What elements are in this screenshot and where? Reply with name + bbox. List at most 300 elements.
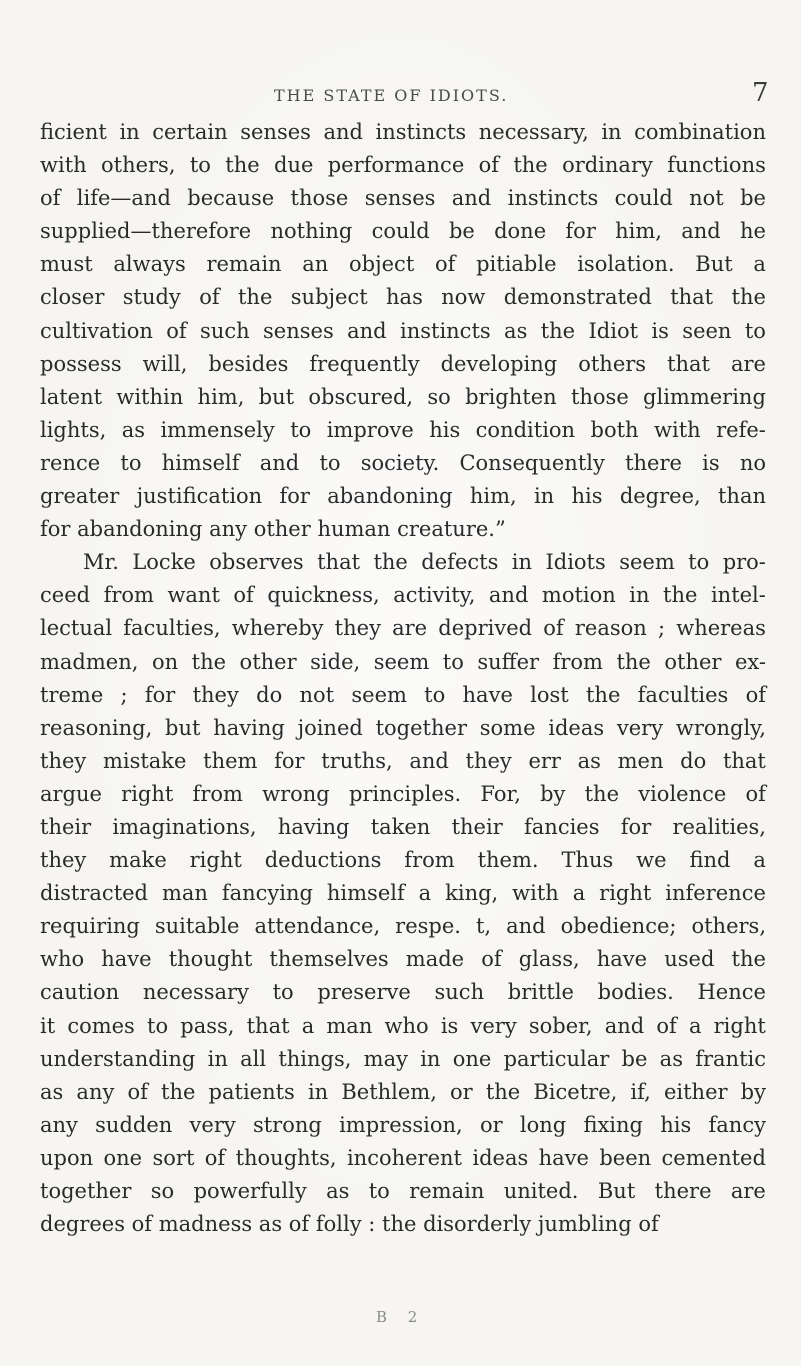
word: the [616,649,651,674]
word: has [386,285,423,310]
word: ideas [472,1145,529,1170]
word: an [302,252,329,277]
word: right [189,848,242,873]
word: are [392,616,428,641]
text-line [40,646,766,679]
word: for [565,219,596,244]
word: so [427,384,451,409]
word: from [404,848,455,873]
word: of [745,682,766,707]
word: incoherent [346,1145,462,1170]
word: from [552,649,603,674]
word: seem [373,649,430,674]
word: have [596,947,648,972]
word: very [189,1112,236,1137]
word: t, [475,914,492,939]
word: of [543,616,564,641]
word: of [478,153,499,178]
text-line: for abandoning any other human creature.” [40,517,506,542]
text-line [40,480,766,513]
word: to [744,318,766,343]
word: ex- [734,649,766,674]
word: himself [161,450,240,475]
word: glimmering [643,384,766,409]
word: strong [252,1112,322,1137]
word: others, [691,914,766,939]
word: ordinary [562,153,653,178]
word: side, [310,649,361,674]
word: to [272,980,294,1005]
word: with [654,417,701,442]
word: senses [364,186,436,211]
word: to [688,550,710,575]
word: understanding [40,1046,196,1071]
word: life—and [76,186,171,211]
word: closer [40,285,105,310]
word: they [334,616,381,641]
word: activity, [393,583,476,608]
word: improve [326,417,414,442]
word: thoughts, [235,1145,337,1170]
word: that [246,1013,290,1038]
word: do [680,748,707,773]
text-line [40,844,766,877]
word: brittle [507,980,574,1005]
word: the [663,583,698,608]
word: one [452,1046,492,1071]
word: latent [40,384,103,409]
word: Locke [132,550,196,575]
word: ; [657,616,666,641]
word: of [127,1079,148,1104]
word: lost [530,682,569,707]
word: as [659,1046,683,1071]
word: could [614,186,673,211]
word: Idiot [588,318,639,343]
word: Idiots [545,550,606,575]
word: inference [665,881,766,906]
word: not [689,186,724,211]
word: thought [168,947,253,972]
word: those [290,186,349,211]
word: suffer [477,649,540,674]
word: by [740,1079,766,1104]
word: be [448,219,475,244]
word: object [349,252,415,277]
word: remain [409,1179,485,1203]
word: from [192,781,243,806]
word: necessary [142,980,249,1005]
word: having [277,814,350,839]
word: besides [208,351,289,376]
word: violence [638,781,727,806]
word: they [40,748,87,773]
word: instincts [399,318,491,343]
text-line [40,1175,766,1208]
text-line [40,1010,766,1043]
word: ; [120,682,128,707]
word: used [664,947,715,972]
word: wrong [262,781,330,806]
word: refe- [716,417,766,442]
word: his [571,484,603,509]
word: them. [477,848,539,873]
word: argue [40,781,102,806]
text-line [40,877,766,910]
word: from [103,583,154,608]
word: together [375,715,467,740]
word: to [147,1013,169,1038]
word: in [601,120,622,144]
word: treme [40,682,104,707]
word: performance [327,153,465,178]
word: him, [197,384,245,409]
word: motion [541,583,616,608]
word: to [319,450,341,475]
word: instincts [507,186,599,211]
word: of [199,285,220,310]
word: either [663,1079,728,1104]
word: in [420,1046,441,1071]
word: fixing [583,1112,643,1137]
word: due [274,153,314,178]
word: fancy [708,1112,766,1137]
word: Hence [697,980,766,1005]
word: patients [208,1079,295,1104]
word: combination [634,120,766,144]
word: defects [421,550,499,575]
word: a [688,1013,702,1038]
word: sober, [528,1013,593,1038]
word: suitable [154,914,240,939]
word: all [240,1046,267,1071]
word: in [533,484,555,509]
word: comes [67,1013,135,1038]
text-line [40,778,766,811]
text-line: degrees of madness as of folly : the disorderly jumbling of [40,1212,659,1237]
word: themselves [269,947,389,972]
word: right [599,881,652,906]
word: or [479,1112,503,1137]
word: Thus [561,848,614,873]
text-line [40,1142,766,1175]
word: to [442,649,464,674]
word: right [713,1013,766,1038]
word: obscured, [308,384,414,409]
word: could [371,219,430,244]
word: we [636,848,667,873]
text-line [40,248,766,281]
word: sudden [95,1112,173,1137]
word: deprived [438,616,533,641]
word: other [239,649,297,674]
text-line [40,811,766,844]
word: and [323,120,363,144]
word: particular [503,1046,610,1071]
word: obedience; [560,914,677,939]
text-line [40,315,766,348]
word: fancies [524,814,600,839]
word: ceed [40,583,91,608]
word: within [116,384,184,409]
word: be [621,1046,648,1071]
text-line [40,182,766,215]
word: the [540,318,576,343]
word: mistake [102,748,187,773]
word: so [150,1179,175,1203]
word: any [76,1079,115,1104]
word: who [40,947,85,972]
word: but [165,715,201,740]
word: made [405,947,465,972]
word: a [753,252,766,277]
word: isolation. [577,252,675,277]
word: preserve [317,980,411,1005]
word: faculties [637,682,729,707]
word: the [731,285,766,310]
word: of [204,1145,226,1170]
word: his [660,1112,692,1137]
word: is [702,450,720,475]
word: as [504,318,528,343]
word: of [166,318,187,343]
word: very [616,715,664,740]
word: they [465,748,512,773]
word: respe. [395,914,461,939]
word: man [326,1013,373,1038]
word: those [570,384,629,409]
word: together [40,1179,132,1203]
word: taken [370,814,431,839]
word: imaginations, [112,814,257,839]
word: distracted [40,881,149,906]
word: ideas [548,715,605,740]
word: a [301,1013,315,1038]
word: one [103,1145,143,1170]
word: condition [475,417,576,442]
word: and [347,318,387,343]
text-line [40,381,766,414]
word: brighten [465,384,557,409]
running-head [0,78,801,110]
word: joined [297,715,363,740]
word: him, [469,484,517,509]
word: seem [619,550,675,575]
word: seem [351,682,407,707]
word: err [528,748,561,773]
word: nothing [270,219,353,244]
word: his [429,417,461,442]
word: been [599,1145,652,1170]
word: and [451,186,492,211]
word: and [681,219,721,244]
word: now [441,285,486,310]
text-line [40,679,766,712]
word: for [144,682,176,707]
word: But [597,1179,636,1203]
word: have [462,682,513,707]
word: and [409,748,449,773]
word: no [739,450,766,475]
word: as [577,748,601,773]
word: others [578,351,647,376]
word: want [167,583,220,608]
word: the [513,153,548,178]
word: very [470,1013,517,1038]
text-line [40,976,766,1009]
word: are [730,1179,766,1203]
word: than [717,484,766,509]
word: because [187,186,275,211]
word: Bethlem, [341,1079,437,1104]
word: lights, [40,417,107,442]
body-text [40,116,766,1241]
word: always [113,252,186,277]
word: study [122,285,181,310]
word: with [512,881,559,906]
word: others, [100,153,176,178]
word: degree, [619,484,701,509]
word: for [274,748,305,773]
word: there [654,1179,712,1203]
text-line [40,579,766,612]
word: both [590,417,639,442]
word: their [451,814,503,839]
word: have [538,1145,589,1170]
word: united. [503,1179,579,1203]
word: to [290,417,312,442]
word: such [434,980,485,1005]
word: their [40,814,92,839]
word: of [233,583,254,608]
word: right [121,781,174,806]
word: they [192,682,239,707]
word: other [664,649,722,674]
word: the [373,550,408,575]
word: supplied—therefore [40,219,252,244]
word: pass, [180,1013,235,1038]
word: instincts [375,120,467,144]
word: whereby [231,616,324,641]
word: in [511,550,533,575]
word: find [689,848,731,873]
word: it [40,1013,56,1038]
word: must [40,252,93,277]
word: of [434,252,456,277]
text-line [40,149,766,182]
word: Bicetre, [533,1079,618,1104]
word: impression, [339,1112,463,1137]
word: with [40,153,87,178]
word: for [620,814,652,839]
text-line [40,612,766,645]
word: the [225,153,260,178]
word: the [237,285,273,310]
text-line [40,447,766,480]
word: society. [360,450,440,475]
word: remain [206,252,282,277]
word: attendance, [254,914,381,939]
word: as [121,417,146,442]
text-line [40,1109,766,1142]
word: himself [326,881,405,906]
page-number: 7 [752,78,769,108]
word: and [506,914,546,939]
word: and [259,450,300,475]
word: who [384,1013,429,1038]
word: subject [290,285,368,310]
word: possess [40,351,122,376]
text-line [40,546,766,579]
word: that [317,550,361,575]
word: have [101,947,152,972]
text-line [40,215,766,248]
word: wrongly, [675,715,766,740]
word: senses [240,120,311,144]
word: pro- [722,550,766,575]
word: realities, [672,814,766,839]
word: cemented [661,1145,766,1170]
word: reasoning, [40,715,153,740]
word: as [326,1179,350,1203]
word: will, [142,351,188,376]
word: him, [615,219,662,244]
word: things, [278,1046,352,1071]
text-line [40,745,766,778]
word: for [279,484,310,509]
word: pitiable [476,252,557,277]
word: seen [682,318,732,343]
word: and [488,583,529,608]
word: a [418,881,432,906]
word: faculties, [123,616,221,641]
signature-mark: B 2 [376,1308,426,1326]
word: developing [440,351,558,376]
word: of [481,947,502,972]
word: having [213,715,285,740]
word: king, [445,881,499,906]
running-title: THE STATE OF IDIOTS. [274,86,509,105]
word: make [109,848,167,873]
word: them [203,748,258,773]
word: is [651,318,669,343]
text-line [40,348,766,381]
word: But [695,252,733,277]
word: in [629,583,650,608]
word: intel- [710,583,766,608]
word: requiring [40,914,140,939]
word: the [485,1079,521,1104]
word: frequently [309,351,420,376]
word: in [307,1079,329,1104]
word: a [572,881,586,906]
word: of [656,1013,677,1038]
word: that [722,748,766,773]
word: glass, [518,947,580,972]
text-line [40,910,766,943]
word: observes [209,550,304,575]
word: not [299,682,335,707]
word: cultivation [40,318,153,343]
word: such [200,318,250,343]
word: if, [630,1079,651,1104]
word: but [258,384,295,409]
word: in [207,1046,228,1071]
word: whereas [676,616,766,641]
text-line [40,1076,766,1109]
word: the [585,682,621,707]
word: are [730,351,766,376]
